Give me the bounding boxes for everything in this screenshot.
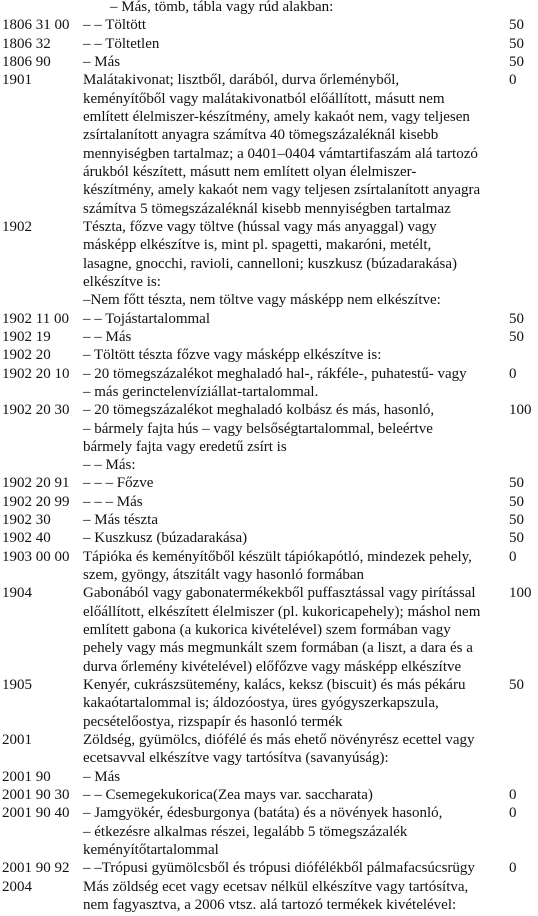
tariff-rate: 50 (509, 677, 524, 694)
tariff-row (0, 328, 538, 347)
tariff-description: pehely vagy más megmunkált szem formában (a liszt, a dara és a (83, 640, 473, 657)
tariff-description: keményítőből vagy malátakivonatból előállított, másutt nem (83, 90, 445, 107)
tariff-rate: 50 (509, 530, 524, 547)
tariff-description: kakaótartalommal is; áldozóostya, üres gyógyszerkapszula, (83, 695, 439, 712)
tariff-description: – – – Főzve (83, 475, 154, 492)
tariff-row (0, 731, 538, 750)
tariff-description: másképp elkészítve is, mint pl. spagetti, makaróni, metélt, (83, 237, 432, 254)
tariff-row (0, 529, 538, 548)
tariff-row (0, 804, 538, 823)
tariff-rate: 100 (509, 585, 532, 602)
tariff-row (0, 291, 538, 310)
tariff-description: mennyiségben tartalmaz; a 0401–0404 vámtartifaszám alá tartozó (83, 145, 478, 162)
tariff-code: 1901 (2, 72, 32, 89)
tariff-description: – – Csemegekukorica(Zea mays var. saccharata) (83, 787, 373, 804)
tariff-rate: 50 (509, 53, 524, 70)
tariff-row (0, 548, 538, 567)
tariff-row (0, 768, 538, 787)
tariff-rate: 50 (509, 512, 524, 529)
tariff-description: számítva 5 tömegszázaléknál kisebb mennyiségben tartalmaz (83, 200, 451, 217)
tariff-code: 1902 20 99 (2, 493, 70, 510)
tariff-description: Malátakivonat; lisztből, darából, durva őrleményből, (83, 72, 400, 89)
tariff-code: 1806 31 00 (2, 17, 70, 34)
tariff-code: 1902 20 91 (2, 475, 70, 492)
tariff-description: előállított, elkészített élelmiszer (pl. kukoricapehely); máshol nem (83, 603, 481, 620)
tariff-code: 1902 20 (2, 347, 51, 364)
tariff-rate: 100 (509, 402, 532, 419)
tariff-code: 2001 90 92 (2, 860, 70, 877)
tariff-description: Gabonából vagy gabonatermékekből puffasztással vagy pirítással (83, 585, 476, 602)
tariff-description: – 20 tömegszázalékot meghaladó hal-, rákféle-, puhatestű- vagy (83, 365, 467, 382)
tariff-row (0, 841, 538, 860)
tariff-description: – Más (83, 53, 121, 70)
tariff-row (0, 401, 538, 420)
tariff-rate: 50 (509, 328, 524, 345)
tariff-row (0, 310, 538, 329)
tariff-row (0, 566, 538, 585)
tariff-row (0, 236, 538, 255)
tariff-description: Tészta, főzve vagy töltve (hússal vagy más anyaggal) vagy (83, 218, 437, 235)
tariff-description: – – Más: (83, 457, 136, 474)
tariff-row (0, 126, 538, 145)
tariff-rate: 50 (509, 475, 524, 492)
tariff-row (0, 603, 538, 622)
tariff-description: – Más (83, 768, 121, 785)
tariff-description: – étkezésre alkalmas részei, legalább 5 tömegszázalék (83, 823, 408, 840)
tariff-row (0, 181, 538, 200)
tariff-row (0, 420, 538, 439)
tariff-description: bármely fajta vagy eredetű zsírt is (83, 438, 287, 455)
tariff-row (0, 878, 538, 897)
tariff-description: szem, gyöngy, átszitált vagy hasonló formában (83, 567, 365, 584)
tariff-row (0, 346, 538, 365)
tariff-row (0, 145, 538, 164)
tariff-description: – Töltött tészta főzve vagy másképp elkészítve is: (83, 347, 382, 364)
tariff-row (0, 493, 538, 512)
tariff-rate: 0 (509, 787, 517, 804)
tariff-row (0, 511, 538, 530)
tariff-description: – – Más (83, 328, 132, 345)
tariff-row (0, 438, 538, 457)
tariff-description: – – Tojástartalommal (83, 310, 210, 327)
tariff-row (0, 896, 538, 915)
tariff-description: – Más tészta (83, 512, 158, 529)
tariff-row (0, 218, 538, 237)
tariff-rate: 0 (509, 548, 517, 565)
tariff-code: 1902 20 10 (2, 365, 70, 382)
tariff-row (0, 71, 538, 90)
tariff-description: keményítőtartalommal (83, 842, 219, 859)
tariff-row (0, 273, 538, 292)
tariff-description: elkészítve is: (83, 273, 161, 290)
tariff-code: 1902 40 (2, 530, 51, 547)
tariff-code: 1902 20 30 (2, 402, 70, 419)
tariff-code: 1902 11 00 (2, 310, 69, 327)
tariff-code: 1905 (2, 677, 32, 694)
tariff-row (0, 365, 538, 384)
tariff-description: említett élelmiszer-készítmény, amely kakaót nem, vagy teljesen (83, 108, 470, 125)
tariff-code: 1904 (2, 585, 32, 602)
tariff-rate: 50 (509, 35, 524, 52)
tariff-description: – – Töltött (83, 17, 147, 34)
tariff-row (0, 90, 538, 109)
tariff-row (0, 786, 538, 805)
tariff-row (0, 749, 538, 768)
tariff-row (0, 639, 538, 658)
tariff-row (0, 456, 538, 475)
tariff-code: 1902 (2, 218, 32, 235)
tariff-row (0, 255, 538, 274)
tariff-description: – Jamgyökér, édesburgonya (batáta) és a növények hasonló, (83, 805, 443, 822)
tariff-row (0, 0, 538, 17)
tariff-description: zsírtalanított anyagra számítva 40 tömegszázaléknál kisebb (83, 127, 439, 144)
tariff-description: durva őrlemény kivételével) előfőzve vagy másképp elkészítve (83, 658, 462, 675)
tariff-description: említett gabona (a kukorica kivételével) szem formában vagy (83, 622, 451, 639)
tariff-description: lasagne, gnocchi, ravioli, cannelloni; kuszkusz (búzadarakása) (83, 255, 458, 272)
tariff-description: – Más, tömb, tábla vagy rúd alakban: (110, 0, 334, 15)
tariff-row (0, 658, 538, 677)
tariff-description: készítmény, amely kakaót nem vagy teljesen zsírtalanított anyagra (83, 182, 481, 199)
tariff-description: – Kuszkusz (búzadarakása) (83, 530, 248, 547)
tariff-description: – bármely fajta hús – vagy belsőségtartalommal, beleértve (83, 420, 433, 437)
tariff-row (0, 474, 538, 493)
tariff-description: – más gerinctelenvíziállat-tartalommal. (83, 383, 319, 400)
tariff-row (0, 694, 538, 713)
tariff-code: 1806 32 (2, 35, 51, 52)
tariff-description: árukból készített, másutt nem említett olyan élelmiszer- (83, 163, 417, 180)
tariff-rate: 0 (509, 365, 517, 382)
tariff-code: 2001 90 30 (2, 787, 70, 804)
tariff-rate: 50 (509, 310, 524, 327)
tariff-code: 1806 90 (2, 53, 51, 70)
tariff-rate: 0 (509, 860, 517, 877)
tariff-row (0, 35, 538, 54)
tariff-row (0, 676, 538, 695)
tariff-rate: 0 (509, 805, 517, 822)
tariff-code: 1903 00 00 (2, 548, 70, 565)
tariff-row (0, 108, 538, 127)
tariff-description: Tápióka és keményítőből készült tápiókapótló, mindezek pehely, (83, 548, 472, 565)
tariff-row (0, 584, 538, 603)
tariff-description: – – – Más (83, 493, 143, 510)
tariff-row (0, 713, 538, 732)
tariff-row (0, 621, 538, 640)
tariff-description: – –Trópusi gyümölcsből és trópusi diófélékből pálmafacsúcsrügy (83, 860, 475, 877)
tariff-code: 1902 19 (2, 328, 51, 345)
tariff-code: 2001 90 40 (2, 805, 70, 822)
tariff-description: Más zöldség ecet vagy ecetsav nélkül elkészítve vagy tartósítva, (83, 878, 469, 895)
tariff-row (0, 16, 538, 35)
tariff-row (0, 53, 538, 72)
tariff-description: nem fagyasztva, a 2006 vtsz. alá tartozó termékek kivételével: (83, 897, 457, 913)
tariff-row (0, 200, 538, 219)
tariff-row (0, 163, 538, 182)
tariff-code: 1902 30 (2, 512, 51, 529)
tariff-row (0, 383, 538, 402)
tariff-description: pecsételőostya, rizspapír és hasonló termék (83, 713, 343, 730)
tariff-description: Zöldség, gyümölcs, diófélé és más ehető növényrész ecettel vagy (83, 732, 475, 749)
tariff-description: Kenyér, cukrászsütemény, kalács, keksz (biscuit) és más pékáru (83, 677, 466, 694)
tariff-code: 2001 90 (2, 768, 51, 785)
tariff-rate: 50 (509, 493, 524, 510)
tariff-rate: 0 (509, 72, 517, 89)
tariff-description: – 20 tömegszázalékot meghaladó kolbász és más, hasonló, (83, 402, 435, 419)
tariff-row (0, 859, 538, 878)
tariff-rate: 50 (509, 17, 524, 34)
tariff-code: 2004 (2, 878, 32, 895)
tariff-code: 2001 (2, 732, 32, 749)
tariff-description: –Nem főtt tészta, nem töltve vagy másképp nem elkészítve: (83, 292, 441, 309)
tariff-row (0, 823, 538, 842)
tariff-description: – – Töltetlen (83, 35, 160, 52)
tariff-description: ecetsavval elkészítve vagy tartósítva (savanyúság): (83, 750, 389, 767)
